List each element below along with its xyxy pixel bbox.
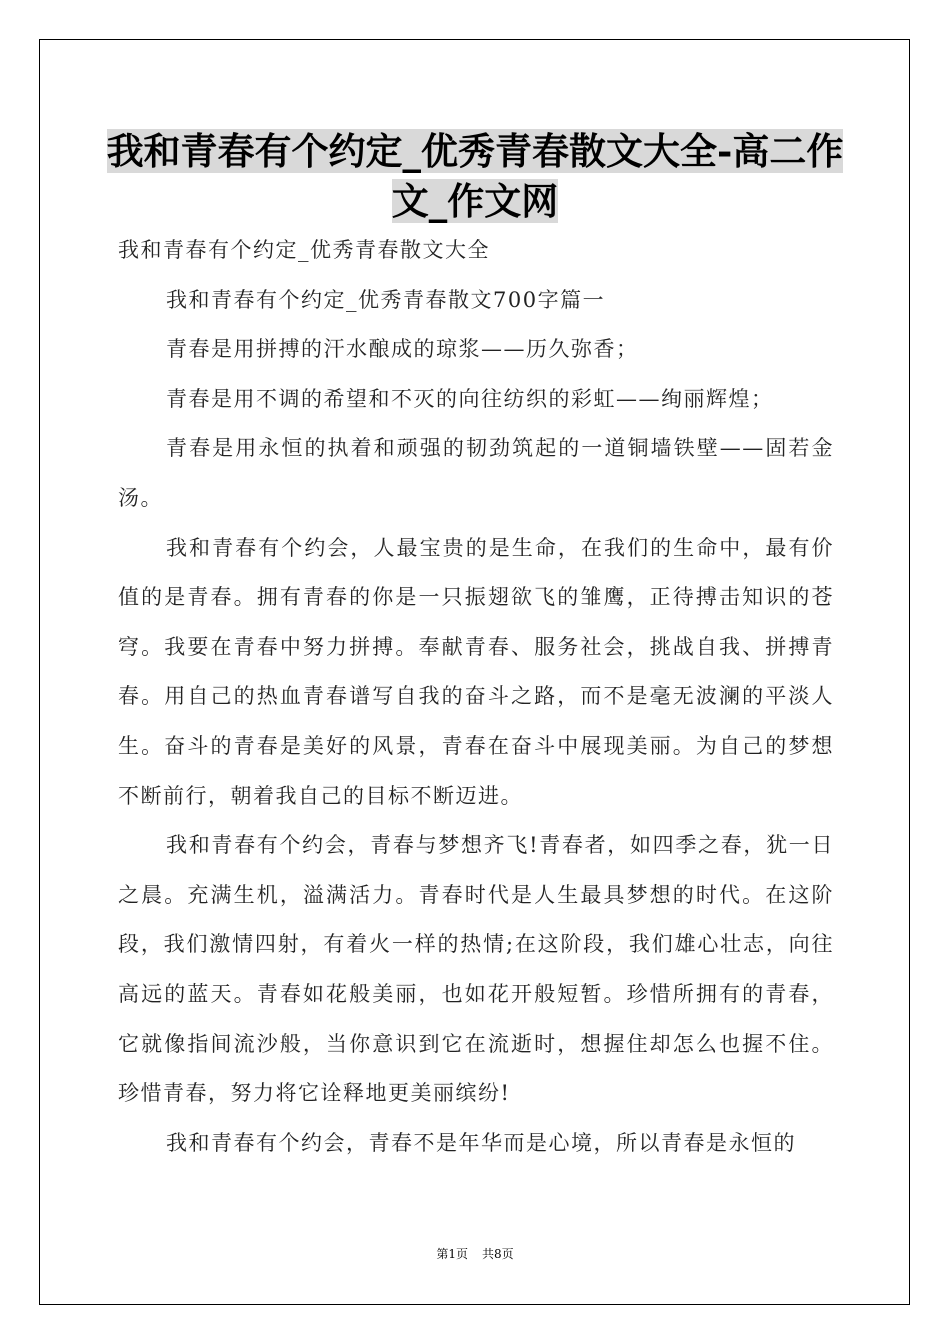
paragraph: 青春是用拼搏的汗水酿成的琼浆——历久弥香； (166, 337, 639, 362)
document-body (118, 226, 834, 1168)
paragraph: 我和青春有个约会，青春与梦想齐飞!青春者，如四季之春，犹一日之晨。充满生机，溢满活力。青春时代是人生最具梦想的时代。在这阶段，我们激情四射，有着火一样的热情;在这阶段，我们雄心壮志，向往高远的蓝天。青春如花般美丽，也如花开般短暂。珍惜所拥有的青春，它就像指间流沙般，当你意识到它在流逝时，想握住却怎么也握不住。珍惜青春，努力将它诠释地更美丽缤纷! (118, 833, 834, 1106)
page-total: 共8页 (482, 1247, 514, 1261)
paragraph: 青春是用不调的希望和不灭的向往纺织的彩虹——绚丽辉煌； (166, 386, 774, 411)
paragraph: 我和青春有个约定_优秀青春散文大全 (118, 238, 490, 262)
title-line-2: 文_作文网 (391, 179, 559, 223)
page-footer (0, 1245, 950, 1262)
paragraph: 我和青春有个约定_优秀青春散文700字篇一 (166, 287, 606, 312)
paragraph: 我和青春有个约会，人最宝贵的是生命，在我们的生命中，最有价值的是青春。拥有青春的你是一只振翅欲飞的雏鹰，正待搏击知识的苍穹。我要在青春中努力拼搏。奉献青春、服务社会，挑战自我、拼搏青春。用自己的热血青春谱写自我的奋斗之路，而不是毫无波澜的平淡人生。奋斗的青春是美好的风景，青春在奋斗中展现美丽。为自己的梦想不断前行，朝着我自己的目标不断迈进。 (118, 535, 834, 808)
page-number: 第1页 (436, 1247, 468, 1261)
paragraph: 青春是用永恒的执着和顽强的韧劲筑起的一道铜墙铁壁——固若金汤。 (118, 436, 834, 510)
title-line-1: 我和青春有个约定_优秀青春散文大全-高二作 (106, 129, 844, 173)
paragraph: 我和青春有个约会，青春不是年华而是心境，所以青春是永恒的 (166, 1130, 796, 1155)
document-title (100, 126, 850, 226)
